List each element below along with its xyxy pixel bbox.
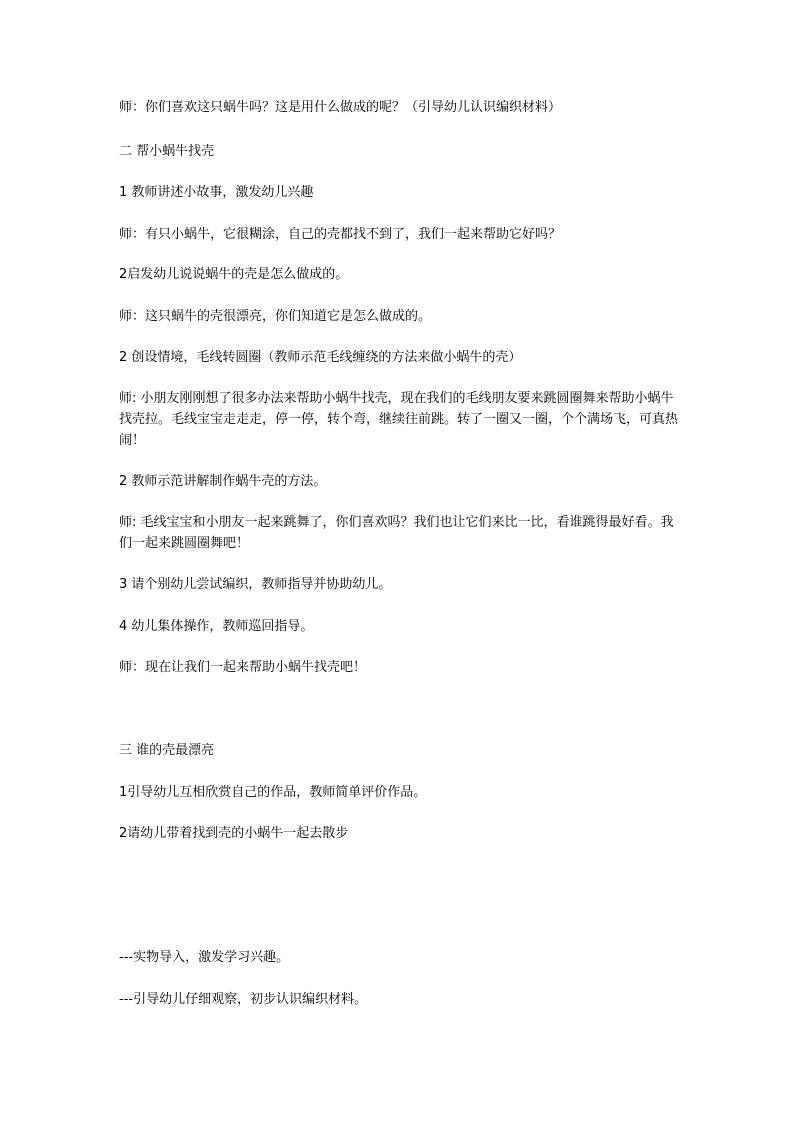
paragraph-teacher-help-snail: 师：现在让我们一起来帮助小蜗牛找壳吧！ [119, 660, 367, 675]
step-demonstrate-method: 2 教师示范讲解制作蜗牛壳的方法。 [119, 474, 327, 489]
note-observe-materials: ---引导幼儿仔细观察，初步认识编织材料。 [119, 992, 368, 1007]
step-create-scenario: 2 创设情境，毛线转圆圈（教师示范毛线缠绕的方法来做小蜗牛的壳） [119, 350, 522, 365]
section-heading-two: 二 帮小蜗牛找壳 [119, 144, 215, 159]
paragraph-teacher-snail-lost: 师：有只小蜗牛，它很糊涂，自己的壳都找不到了，我们一起来帮助它好吗？ [119, 227, 562, 242]
step-inspire-children: 2启发幼儿说说蜗牛的壳是怎么做成的。 [119, 267, 349, 282]
paragraph-teacher-circle-dance: 师: 小朋友刚刚想了很多办法来帮助小蜗牛找壳，现在我们的毛线朋友要来跳圆圈舞来帮助小蜗牛找壳拉。毛线宝宝走走走，停一停，转个弯，继续往前跳。转了一圈又一圈，个个满场飞，可真热闹！ [119, 391, 679, 448]
step-tell-story: 1 教师讲述小故事，激发幼儿兴趣 [119, 185, 314, 200]
step-individual-try: 3 请个别幼儿尝试编织，教师指导并协助幼儿。 [119, 577, 392, 592]
paragraph-question-materials: 师：你们喜欢这只蜗牛吗？这是用什么做成的呢？（引导幼儿认识编织材料） [119, 100, 562, 115]
paragraph-teacher-compete: 师: 毛线宝宝和小朋友一起来跳舞了，你们喜欢吗？我们也让它们来比一比，看谁跳得最好看。我们一起来跳圆圈舞吧！ [119, 515, 674, 551]
section-heading-three: 三 谁的壳最漂亮 [119, 743, 215, 758]
step-group-operation: 4 幼儿集体操作，教师巡回指导。 [119, 619, 314, 634]
note-object-introduction: ---实物导入，激发学习兴趣。 [119, 950, 290, 965]
paragraph-teacher-shell: 师：这只蜗牛的壳很漂亮，你们知道它是怎么做成的。 [119, 309, 432, 324]
step-walk-with-snail: 2请幼儿带着找到壳的小蜗牛一起去散步 [119, 826, 349, 841]
step-appreciate-works: 1引导幼儿互相欣赏自己的作品，教师简单评价作品。 [119, 785, 427, 800]
